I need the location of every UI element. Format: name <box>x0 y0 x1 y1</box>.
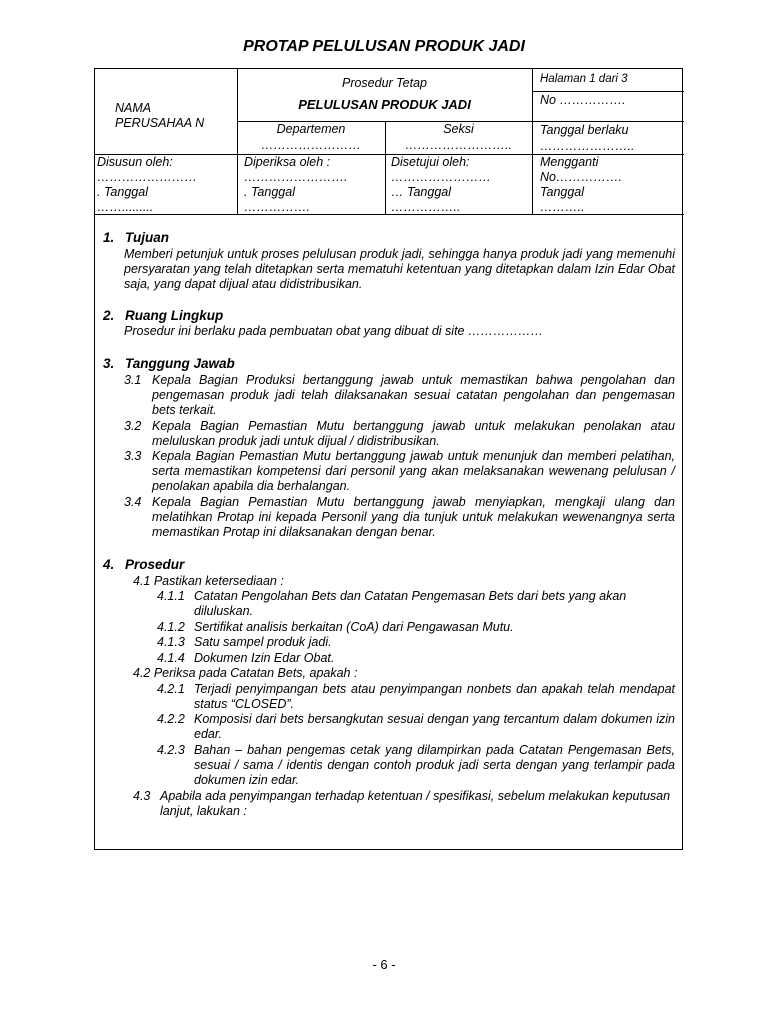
section-number: 2. <box>103 308 115 323</box>
responsibility-item <box>124 449 675 494</box>
procedure-step: 4.1 Pastikan ketersediaan : <box>133 574 284 588</box>
department-label: Departemen <box>276 122 346 136</box>
section-title: Tanggung Jawab <box>125 356 235 371</box>
substep-text: Satu sampel produk jadi. <box>194 635 332 649</box>
item-number: 3.3 <box>124 449 142 463</box>
section-title: Ruang Lingkup <box>125 308 224 323</box>
substep-text: Bahan – bahan pengemas cetak yang dilampirkan pada Catatan Pengemasan Bets, sesuai / sama / identis dengan contoh produk jadi serta dengan yang terlampir pada dokumen izin edar. <box>194 743 675 787</box>
page-number: - 6 - <box>372 957 396 972</box>
item-number: 3.1 <box>124 373 142 387</box>
approved-by-value: …………………… <box>391 170 491 184</box>
section-title: Prosedur <box>125 557 185 572</box>
substep-number: 4.1.1 <box>157 589 185 603</box>
procedure-substep <box>157 589 675 619</box>
section-heading-tanggung-jawab <box>103 356 235 371</box>
section-heading-prosedur <box>103 557 184 572</box>
prepared-date-label: . Tanggal <box>97 185 148 199</box>
substep-text: Terjadi penyimpangan bets atau penyimpangan nonbets dan apakah telah mendapat status “CLOSED”. <box>194 682 675 711</box>
replaces-date-value: ……….. <box>540 200 585 214</box>
step-text: Apabila ada penyimpangan terhadap ketentuan / spesifikasi, sebelum melakukan keputusan lanjut, lakukan : <box>160 789 671 818</box>
tujuan-text: Memberi petunjuk untuk proses pelulusan produk jadi, sehingga hanya produk jadi yang memenuhi persyaratan yang telah ditetapkan serta mematuhi ketentuan yang ditetapkan dalam Izin Edar Obat saja, yang dapat dijual atau didistribusikan. <box>124 247 675 291</box>
responsibility-item <box>124 373 675 418</box>
procedure-title: PELULUSAN PRODUK JADI <box>298 97 471 112</box>
company-name-label: NAMA PERUSAHAA N <box>115 101 205 130</box>
divider <box>95 214 684 215</box>
section-value: …………………….. <box>405 138 512 152</box>
prosedur-tetap-label: Prosedur Tetap <box>341 76 427 90</box>
item-number: 3.4 <box>124 495 142 509</box>
protap-form <box>94 68 683 850</box>
item-number: 3.2 <box>124 419 142 433</box>
document-number: No ……………. <box>540 93 626 107</box>
procedure-substep <box>157 620 675 635</box>
checked-date-value: ……………. <box>244 200 310 214</box>
responsibility-item <box>124 419 675 449</box>
effective-date-label: Tanggal berlaku <box>540 123 629 137</box>
item-text: Kepala Bagian Pemastian Mutu bertanggung jawab untuk melakukan penolakan atau meluluskan produk jadi untuk dijual / didistribusikan. <box>152 419 675 448</box>
replaces-label: Mengganti <box>540 155 599 169</box>
department-value: …………………… <box>261 138 361 152</box>
item-text: Kepala Bagian Produksi bertanggung jawab untuk memastikan bahwa pengolahan dan pengemasan produk jadi telah dilaksanakan sesuai catatan pengolahan dan pengemasan bets terkait. <box>152 373 675 417</box>
effective-date-value: ………………….. <box>540 139 635 153</box>
divider <box>532 91 684 92</box>
section-heading-tujuan <box>103 230 169 245</box>
approved-by-label: Disetujui oleh: <box>391 155 470 169</box>
item-text: Kepala Bagian Pemastian Mutu bertanggung jawab menyiapkan, mengkaji ulang dan melatihkan Protap ini kepada Personil yang dia tunjuk untuk melakukan wewenangnya serta memastikan Protap ini dilaksanakan dengan benar. <box>152 495 675 539</box>
section-label: Seksi <box>443 122 474 136</box>
procedure-substep <box>157 682 675 712</box>
section-title: Tujuan <box>125 230 170 245</box>
substep-number: 4.2.1 <box>157 682 185 696</box>
approved-date-label: … Tanggal <box>391 185 451 199</box>
procedure-step: 4.2 Periksa pada Catatan Bets, apakah : <box>133 666 358 680</box>
document-title: PROTAP PELULUSAN PRODUK JADI <box>243 38 525 55</box>
procedure-substep <box>157 635 675 650</box>
checked-date-label: . Tanggal <box>244 185 295 199</box>
step-number: 4.3 <box>133 789 151 803</box>
procedure-substep <box>157 651 675 666</box>
substep-number: 4.2.2 <box>157 712 185 726</box>
prepared-by-value: …………………… <box>97 170 197 184</box>
procedure-substep <box>157 743 675 788</box>
responsibility-item <box>124 495 675 540</box>
approved-date-value: …………….. <box>391 200 461 214</box>
prepared-by-label: Disusun oleh: <box>97 155 173 169</box>
substep-number: 4.2.3 <box>157 743 185 757</box>
substep-number: 4.1.3 <box>157 635 185 649</box>
replaces-date-label: Tanggal <box>540 185 585 199</box>
item-text: Kepala Bagian Pemastian Mutu bertanggung jawab untuk menunjuk dan memberi pelatihan, serta memastikan kompetensi dari personil yang akan melaksanakan wewenang pelulusan / penolakan apabila dia berhalangan. <box>152 449 675 493</box>
substep-text: Sertifikat analisis berkaitan (CoA) dari Pengawasan Mutu. <box>194 620 514 634</box>
ruang-lingkup-text: Prosedur ini berlaku pada pembuatan obat yang dibuat di site ……………… <box>124 324 543 338</box>
prepared-date-value: ……......... <box>97 200 154 214</box>
substep-text: Komposisi dari bets bersangkutan sesuai dengan yang tercantum dalam dokumen izin edar. <box>194 712 675 741</box>
procedure-step <box>133 789 675 819</box>
substep-number: 4.1.2 <box>157 620 185 634</box>
replaces-number: No……………. <box>540 170 622 184</box>
section-heading-ruang-lingkup <box>103 308 223 323</box>
page-count-label: Halaman 1 dari 3 <box>540 73 628 85</box>
checked-by-value: ……………………. <box>244 170 348 184</box>
checked-by-label: Diperiksa oleh : <box>244 155 331 169</box>
substep-number: 4.1.4 <box>157 651 185 665</box>
section-number: 4. <box>103 557 115 572</box>
procedure-substep <box>157 712 675 742</box>
section-number: 1. <box>103 230 115 245</box>
substep-text: Dokumen Izin Edar Obat. <box>194 651 335 665</box>
section-number: 3. <box>103 356 115 371</box>
substep-text: Catatan Pengolahan Bets dan Catatan Pengemasan Bets dari bets yang akan diluluskan. <box>194 589 627 618</box>
